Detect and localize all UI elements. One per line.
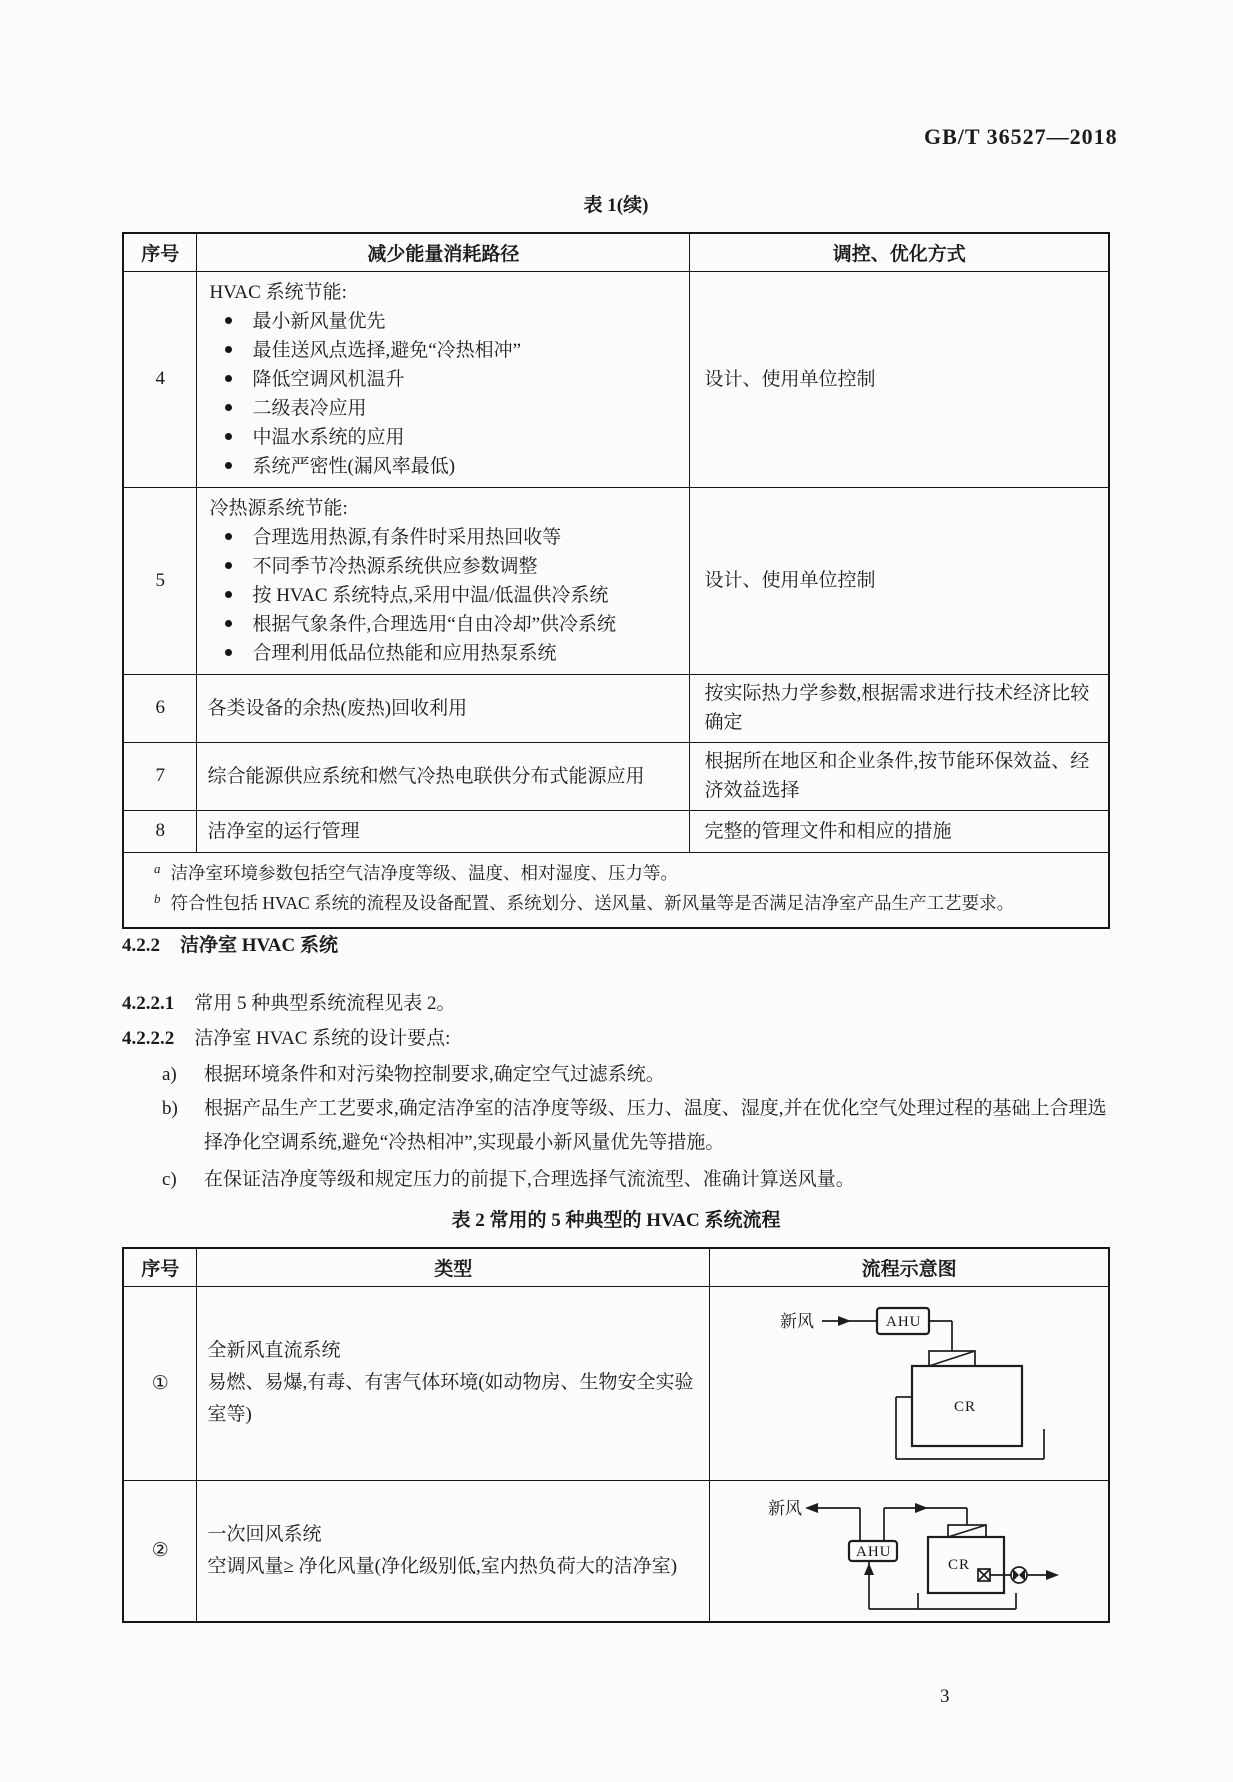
footnote-text: 符合性包括 HVAC 系统的流程及设备配置、系统划分、送风量、新风量等是否满足洁净室产品生产工艺要求。 — [170, 892, 1015, 913]
bullet-text: 合理选用热源,有条件时采用热回收等 — [252, 526, 562, 548]
list-item — [225, 307, 679, 336]
bullet-icon — [225, 346, 232, 353]
flow-arrow-left-icon — [805, 1503, 818, 1513]
type-desc: 易燃、易爆,有毒、有害气体环境(如动物房、生物安全实验室等) — [207, 1372, 694, 1425]
control-cell: 根据所在地区和企业条件,按节能环保效益、经济效益选择 — [690, 742, 1109, 810]
table2 — [122, 1247, 1110, 1623]
table2-title: 表 2 常用的 5 种典型的 HVAC 系统流程 — [451, 1210, 781, 1231]
ahu-label: AHU — [886, 1314, 922, 1330]
list-item — [225, 581, 679, 610]
bullet-icon — [225, 404, 232, 411]
control-cell: 设计、使用单位控制 — [690, 271, 1109, 487]
paragraph-text: 洁净室 HVAC 系统的设计要点: — [194, 1028, 451, 1049]
row-number: 8 — [123, 810, 197, 852]
table2-header-diagram: 流程示意图 — [710, 1248, 1109, 1286]
bullet-icon — [225, 620, 232, 627]
flow-diagram-1 — [710, 1286, 1109, 1480]
footnote-b — [154, 889, 1094, 919]
cleanroom-label: CR — [954, 1399, 977, 1415]
table-row — [123, 487, 1109, 674]
footnote-marker: b — [154, 890, 161, 906]
bullet-text: 按 HVAC 系统特点,采用中温/低温供冷系统 — [252, 584, 609, 606]
path-cell — [197, 271, 690, 487]
item-text: 根据环境条件和对污染物控制要求,确定空气过滤系统。 — [204, 1064, 665, 1085]
path-cell: 综合能源供应系统和燃气冷热电联供分布式能源应用 — [197, 742, 690, 810]
footnote-marker: a — [154, 860, 161, 876]
paragraph-4-2-2-2 — [122, 1023, 1112, 1055]
bullet-text: 最佳送风点选择,避免“冷热相冲” — [252, 339, 522, 361]
list-item — [225, 523, 679, 552]
bullet-icon — [225, 375, 232, 382]
bullet-text: 不同季节冷热源系统供应参数调整 — [252, 555, 538, 577]
item-text: 根据产品生产工艺要求,确定洁净室的洁净度等级、压力、温度、湿度,并在优化空气处理过程的基础上合理选择净化空调系统,避免“冷热相冲”,实现最小新风量优先等措施。 — [204, 1098, 1107, 1153]
full-fresh-air-diagram — [712, 1289, 1107, 1477]
bullet-text: 二级表冷应用 — [252, 397, 367, 419]
bullet-icon — [225, 591, 232, 598]
table-row — [123, 271, 1109, 487]
bullet-icon — [225, 533, 232, 540]
bullet-icon — [225, 562, 232, 569]
list-item — [225, 336, 679, 365]
path-cell — [197, 487, 690, 674]
table2-header-row — [123, 1248, 1109, 1286]
flow-arrow-right-icon — [915, 1503, 928, 1513]
list-item — [225, 423, 679, 452]
type-desc: 空调风量≥ 净化风量(净化级别低,室内热负荷大的洁净室) — [207, 1555, 678, 1577]
list-item — [225, 552, 679, 581]
type-title: 全新风直流系统 — [207, 1340, 341, 1361]
bullet-icon — [225, 317, 232, 324]
type-title: 一次回风系统 — [207, 1523, 322, 1545]
bullet-text: 最小新风量优先 — [252, 310, 386, 332]
control-cell: 设计、使用单位控制 — [690, 487, 1109, 674]
table1-header-control: 调控、优化方式 — [690, 233, 1109, 271]
primary-return-air-diagram — [712, 1483, 1107, 1619]
row-number: ② — [123, 1480, 197, 1622]
type-cell — [197, 1286, 710, 1480]
list-item-b — [122, 1092, 1114, 1160]
exhaust-arrow-icon — [1046, 1570, 1059, 1580]
bullet-icon — [225, 649, 232, 656]
fresh-air-label: 新风 — [780, 1312, 815, 1331]
bullet-icon — [225, 462, 232, 469]
flow-diagram-2 — [710, 1480, 1109, 1622]
item-text: 在保证洁净度等级和规定压力的前提下,合理选择气流流型、准确计算送风量。 — [204, 1169, 855, 1190]
fresh-air-label: 新风 — [768, 1498, 803, 1518]
list-item-c — [122, 1163, 1114, 1197]
bullet-text: 系统严密性(漏风率最低) — [252, 455, 456, 477]
path-cell: 各类设备的余热(废热)回收利用 — [197, 674, 690, 742]
table1-header-no: 序号 — [123, 233, 197, 271]
list-item — [225, 394, 679, 423]
table2-header-no: 序号 — [123, 1248, 197, 1286]
table1-header-path: 减少能量消耗路径 — [197, 233, 690, 271]
table-row — [123, 810, 1109, 852]
type-cell — [197, 1480, 710, 1622]
fan-icon — [1019, 1569, 1025, 1581]
table-row — [123, 1286, 1109, 1480]
paragraph-number: 4.2.2.2 — [122, 1028, 175, 1049]
control-cell: 完整的管理文件和相应的措施 — [690, 810, 1109, 852]
table1-header-row — [123, 233, 1109, 271]
heading-4-2-2 — [122, 930, 1112, 962]
row-number: 5 — [123, 487, 197, 674]
table-row — [123, 674, 1109, 742]
footnote-a — [154, 859, 1094, 889]
page-number: 3 — [940, 1686, 950, 1707]
flow-arrow-up-icon — [864, 1563, 874, 1575]
item-marker: b) — [162, 1098, 178, 1119]
path-cell: 洁净室的运行管理 — [197, 810, 690, 852]
control-cell: 按实际热力学参数,根据需求进行技术经济比较确定 — [690, 674, 1109, 742]
table1-title: 表 1(续) — [583, 195, 649, 216]
item-marker: a) — [162, 1064, 177, 1085]
flow-arrow-right-icon — [838, 1316, 851, 1326]
table2-header-type: 类型 — [197, 1248, 710, 1286]
list-item — [225, 452, 679, 481]
bullet-icon — [225, 433, 232, 440]
path-title: HVAC 系统节能: — [209, 281, 347, 303]
list-item-a — [122, 1058, 1114, 1092]
heading-title: 洁净室 HVAC 系统 — [180, 935, 338, 956]
list-item — [225, 365, 679, 394]
list-item — [225, 610, 679, 639]
fan-icon — [1013, 1569, 1019, 1581]
heading-number: 4.2.2 — [122, 935, 160, 956]
row-number: 6 — [123, 674, 197, 742]
footnote-text: 洁净室环境参数包括空气洁净度等级、温度、相对湿度、压力等。 — [170, 862, 678, 883]
paragraph-text: 常用 5 种典型系统流程见表 2。 — [194, 993, 456, 1014]
row-number: 7 — [123, 742, 197, 810]
table1 — [122, 232, 1110, 929]
standard-code: GB/T 36527—2018 — [924, 124, 1118, 149]
table-row — [123, 742, 1109, 810]
row-number: 4 — [123, 271, 197, 487]
footnote-cell — [123, 852, 1109, 928]
bullet-text: 中温水系统的应用 — [252, 426, 405, 448]
paragraph-number: 4.2.2.1 — [122, 993, 175, 1014]
footnote-row — [123, 852, 1109, 928]
table-row — [123, 1480, 1109, 1622]
bullet-text: 根据气象条件,合理选用“自由冷却”供冷系统 — [252, 613, 617, 635]
paragraph-4-2-2-1 — [122, 988, 1112, 1020]
cleanroom-label: CR — [948, 1556, 971, 1573]
ahu-label: AHU — [856, 1543, 892, 1560]
row-number: ① — [123, 1286, 197, 1480]
path-title: 冷热源系统节能: — [209, 497, 348, 519]
bullet-text: 降低空调风机温升 — [252, 368, 405, 390]
item-marker: c) — [162, 1169, 177, 1190]
list-item — [225, 639, 679, 668]
bullet-text: 合理利用低品位热能和应用热泵系统 — [252, 642, 557, 664]
